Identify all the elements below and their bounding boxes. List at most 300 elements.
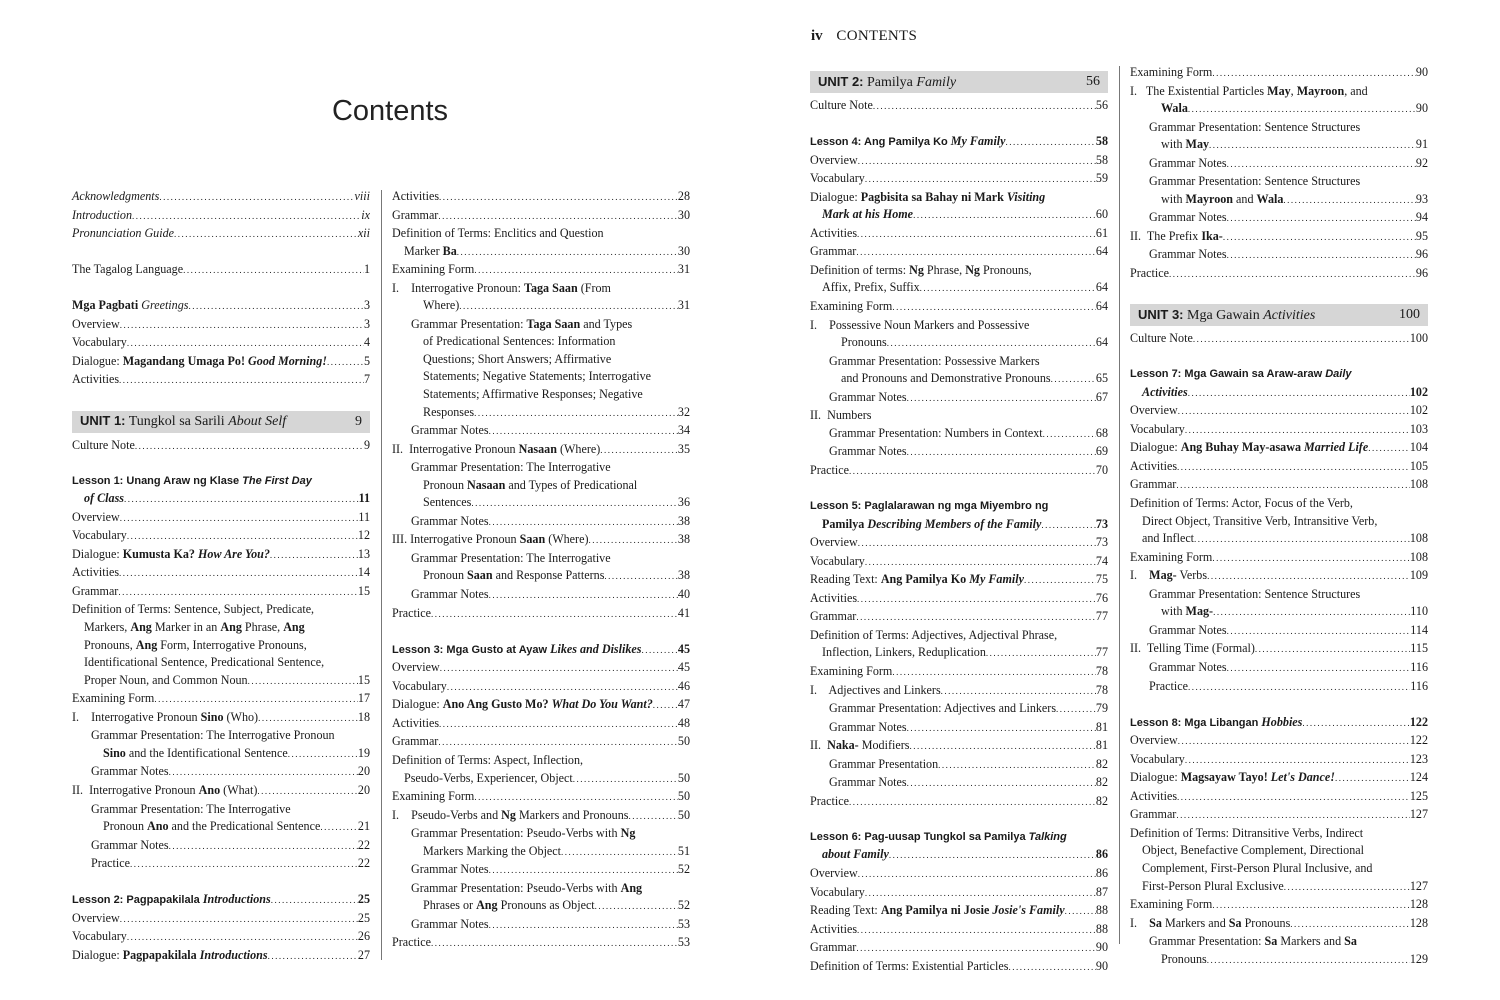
toc-entry-title: Culture Note [72,437,135,452]
toc-page-number: 115 [1410,641,1428,656]
toc-text-line: Statements; Negative Statements; Interrogative [423,369,652,384]
dot-leader [913,207,1096,225]
unit-name: Tungkol sa Sarili [125,414,229,430]
toc-entry-title: Overview [72,509,120,524]
toc-page-number: 46 [677,678,690,693]
unit-page-number: 56 [1086,74,1100,90]
toc-page-number: 64 [1095,280,1108,295]
toc-text-line: Grammar Presentation: Sentence Structures [1149,586,1361,601]
dot-leader [865,171,1096,189]
toc-text-line: Definition of terms: Ng Phrase, Ng Pronouns, [810,262,1032,277]
toc-entry-title: Grammar Notes [1149,155,1227,170]
dot-leader [849,794,1096,812]
toc-entry-title: with Mag- [1161,604,1214,619]
toc-entry-title: I. Adjectives and Linkers [810,682,941,697]
toc-page-number: 108 [1409,531,1428,546]
toc-text-line: Grammar Presentation: Sentence Structures [1149,174,1361,189]
toc-entry [810,902,1108,921]
toc-page-number: 82 [1095,775,1108,790]
toc-text-line: I. Interrogative Pronoun: Taga Saan (From [392,280,611,295]
toc-entry [392,788,690,807]
toc-page-number: 36 [677,495,690,510]
dot-leader [1227,623,1411,641]
toc-page-number: 81 [1095,719,1108,734]
toc-entry [810,865,1108,884]
toc-text-line: Definition of Terms: Aspect, Inflection, [392,752,584,767]
toc-text-line: Questions; Short Answers; Affirmative [423,351,612,366]
toc-entry [72,225,370,244]
dot-leader [248,673,358,691]
dot-leader [1043,426,1096,444]
toc-entry [72,261,370,280]
toc-entry [810,756,1108,775]
toc-entry-title: Pronoun Ano and the Predicational Sentence [103,819,321,834]
toc-entry [810,298,1108,317]
toc-page-number: 87 [1095,884,1108,899]
toc-page-number: 78 [1095,682,1108,697]
dot-leader [1188,385,1410,403]
toc-entry-title: Dialogue: Ang Buhay May-asawa Married Life [1130,440,1369,455]
toc-page-number: 90 [1415,65,1428,79]
section-gap [72,280,370,298]
toc-entry [1130,136,1428,155]
toc-entry [72,709,370,728]
toc-page-number: 30 [677,207,690,222]
toc-entry [810,243,1108,262]
dot-leader [127,929,358,947]
toc-entry-title: Overview [1130,403,1178,418]
dot-leader [1056,701,1096,719]
dot-leader [892,299,1096,317]
dot-leader [474,789,678,807]
toc-page-number: 14 [357,565,370,580]
toc-page-number: 73 [1095,535,1108,550]
toc-page-number: 41 [677,605,690,620]
toc-page-number: 38 [677,568,690,583]
toc-page-number: 3 [363,298,370,313]
unit-number: UNIT 2: [818,73,864,89]
toc-page-number: 82 [1095,793,1108,808]
toc-entry [72,782,370,801]
toc-entry [72,297,370,316]
toc-page-number: 30 [677,243,690,258]
toc-entry [72,334,370,353]
dot-leader [856,244,1096,262]
toc-entry [1130,439,1428,458]
toc-entry-title: Grammar Notes [829,444,907,459]
dot-leader [459,298,678,316]
dot-leader [573,771,678,789]
toc-entry-title: Vocabulary [810,553,865,568]
toc-entry-title: Pamilya Describing Members of the Family [822,516,1042,531]
toc-page-number: 128 [1409,915,1428,930]
toc-entry-title: Grammar Notes [1149,247,1227,262]
toc-text-line: Object, Benefactive Complement, Directional [1142,843,1364,858]
toc-entry [810,443,1108,462]
toc-text-line: Statements; Affirmative Responses; Negative [423,387,643,402]
toc-entry [1130,265,1428,284]
toc-entry-title: Examining Form [1130,549,1213,564]
toc-entry [810,608,1108,627]
dot-leader [447,679,678,697]
dot-leader [1169,266,1416,284]
dot-leader [489,862,678,880]
toc-entry [392,422,690,441]
toc-entry [1130,806,1428,825]
toc-entry-title: First-Person Plural Exclusive [1142,878,1284,893]
toc-column-2 [392,188,690,953]
toc-page-number: 108 [1409,477,1428,492]
toc-entry [1130,209,1428,228]
dot-leader [169,838,358,856]
toc-entry [1130,769,1428,788]
toc-page-number: 86 [1095,865,1108,880]
toc-text-line: Grammar Presentation: Pseudo-Verbs with Ng [411,826,636,841]
toc-page-number: 105 [1409,458,1428,473]
dot-leader [169,764,358,782]
toc-entry-title: Grammar Notes [829,719,907,734]
dot-leader [595,898,678,916]
dot-leader [271,892,358,910]
toc-page-number: 18 [357,709,370,724]
dot-leader [856,940,1096,958]
toc-entry-title: Acknowledgments [72,189,160,203]
lesson-heading: Lesson 1: Unang Araw ng Klase The First Day [72,474,312,487]
toc-entry-title: Grammar Notes [411,513,489,528]
toc-entry-title: Examining Form [392,789,475,804]
toc-entry [1130,915,1428,934]
toc-page-number: 17 [357,691,370,706]
toc-page-number: 127 [1409,807,1428,822]
toc-text-line: Definition of Terms: Sentence, Subject, Predicate, [72,602,315,617]
toc-text-line: Grammar Presentation: The Interrogative [91,801,291,816]
toc-entry-title: Grammar [1130,477,1177,492]
toc-entry [72,818,370,837]
toc-page-number: 15 [357,583,370,598]
toc-entry-title: Grammar [1130,807,1177,822]
toc-page-number: 92 [1415,155,1428,170]
toc-page-number: 53 [677,935,690,950]
toc-page-number: 88 [1095,903,1108,918]
dot-leader [440,660,678,678]
dot-leader [1024,572,1096,590]
dot-leader [489,917,678,935]
toc-page-number: 21 [357,819,370,834]
dot-leader [1207,568,1410,586]
toc-entry [1130,732,1428,751]
toc-entry-title: Responses [423,404,475,419]
toc-page-number: 1 [363,262,370,277]
toc-page-number: 5 [363,353,370,368]
dot-leader [1193,331,1410,349]
toc-page-number: 58 [1095,152,1108,167]
toc-entry-title: Mark at his Home [822,207,914,222]
dot-leader [909,738,1095,756]
dot-leader [135,438,364,456]
section-gap [810,480,1108,498]
toc-entry-title: Examining Form [810,299,893,314]
toc-entry [392,297,690,316]
toc-page-number: 102 [1409,403,1428,418]
toc-text-line: Pronoun Nasaan and Types of Predicational [423,477,638,492]
toc-entry [392,934,690,953]
toc-entry [72,527,370,546]
toc-entry-title: Grammar Notes [411,587,489,602]
toc-page-number: 94 [1415,210,1428,225]
toc-entry [810,939,1108,958]
toc-page-number: 69 [1095,444,1108,459]
dot-leader [865,885,1096,903]
toc-entry [72,188,370,207]
toc-page-number: 129 [1409,951,1428,966]
toc-page-number: 93 [1415,191,1428,206]
toc-text-line: Markers, Ang Marker in an Ang Phrase, Ang [84,620,305,635]
dot-leader [288,746,358,764]
toc-entry [1130,384,1428,403]
toc-page-number: 65 [1095,371,1108,386]
toc-entry-title: Examining Form [810,663,893,678]
toc-entry [392,441,690,460]
toc-entry-title: Lesson 3: Mga Gusto at Ayaw Likes and Dislikes [392,641,642,656]
toc-page-number: 20 [357,764,370,779]
toc-page-number: 61 [1095,225,1108,240]
toc-entry-title: Lesson 4: Ang Pamilya Ko My Family [810,134,1006,149]
toc-entry-title: Overview [72,316,120,331]
unit-number: UNIT 1: [80,413,126,429]
dot-leader [1335,770,1410,788]
toc-page-number: 3 [363,316,370,331]
toc-entry-title: Activities [1130,788,1178,803]
toc-entry [1130,530,1428,549]
toc-entry [1130,100,1428,119]
toc-entry [392,916,690,935]
toc-entry-title: Activities [72,565,120,580]
dot-leader [865,554,1096,572]
dot-leader [1207,952,1410,970]
toc-entry [810,279,1108,298]
toc-text-line: I. The Existential Particles May, Mayroon, and [1130,83,1368,98]
toc-entry-title: Grammar [392,207,439,222]
toc-page-number: 27 [357,947,370,962]
dot-leader [941,683,1096,701]
toc-page-number: 12 [357,528,370,543]
toc-page-number: 26 [357,929,370,944]
toc-entry-title: Grammar Notes [91,837,169,852]
toc-entry [392,261,690,280]
unit-title [818,73,956,92]
lesson-heading: Lesson 5: Paglalarawan ng mga Miyembro ng [810,500,1049,513]
section-gap [72,874,370,892]
section-gap [72,455,370,473]
page-number: iv [811,28,823,44]
toc-entry-title: Vocabulary [72,335,127,350]
toc-page-number: 45 [677,660,690,675]
dot-leader [174,226,358,244]
toc-page-number: 31 [677,262,690,277]
toc-entry-title: Activities [810,590,858,605]
dot-leader [1227,247,1416,265]
toc-text-line: Grammar Presentation: The Interrogative [411,460,611,475]
toc-text-line: I. Possessive Noun Markers and Possessive [810,317,1030,332]
toc-page-number: 86 [1095,847,1108,862]
toc-page-number: 124 [1409,770,1428,785]
dot-leader [1302,715,1409,733]
toc-page-number: viii [354,189,370,203]
toc-entry-title: Inflection, Linkers, Reduplication [822,645,986,660]
toc-entry [72,672,370,691]
dot-leader [1178,733,1410,751]
dot-leader [119,565,358,583]
dot-leader [183,262,364,280]
toc-entry [1130,330,1428,349]
dot-leader [124,491,359,509]
toc-page-number: 50 [677,807,690,822]
toc-entry [1130,549,1428,568]
toc-entry-title: Grammar Notes [1149,659,1227,674]
toc-entry-title: II. Naka- Modifiers [810,738,910,753]
dot-leader [154,691,358,709]
toc-entry [810,846,1108,865]
toc-entry [810,389,1108,408]
toc-entry [1130,951,1428,970]
toc-entry [1130,476,1428,495]
toc-entry [1130,659,1428,678]
toc-entry [392,243,690,262]
toc-page-number: 50 [677,734,690,749]
toc-page-number: 114 [1410,622,1428,637]
toc-entry-title: Dialogue: Pagpapakilala Introductions [72,947,268,962]
toc-entry [1130,878,1428,897]
section-gap [1130,349,1428,367]
toc-entry-title: Markers Marking the Object [423,843,562,858]
toc-entry [72,371,370,390]
toc-entry-title: Vocabulary [1130,751,1185,766]
toc-text-line: Pronouns, Ang Form, Interrogative Pronouns, [84,637,307,652]
unit-name-english: About Self [228,414,287,430]
toc-page-number: 50 [677,789,690,804]
unit-number: UNIT 3: [1138,306,1184,322]
toc-entry-title: with Mayroon and Wala [1161,191,1284,206]
toc-page-number: 110 [1410,604,1428,619]
toc-page-number: 38 [677,532,690,547]
toc-page-number: 68 [1095,425,1108,440]
running-head [811,28,917,45]
toc-entry-title: Dialogue: Magandang Umaga Po! Good Morning! [72,353,328,368]
toc-entry [72,509,370,528]
section-gap [72,390,370,408]
toc-entry [1130,678,1428,697]
dot-leader [1185,752,1410,770]
toc-page-number: 22 [357,837,370,852]
toc-entry [72,564,370,583]
dot-leader [892,664,1096,682]
toc-page-number: 52 [677,898,690,913]
toc-entry-title: Practice [810,793,849,808]
toc-entry [72,353,370,372]
dot-leader [1227,156,1416,174]
dot-leader [1176,477,1410,495]
dot-leader [889,847,1096,865]
toc-entry [810,206,1108,225]
toc-entry-title: The Tagalog Language [72,262,184,277]
dot-leader [1212,897,1410,915]
dot-leader [907,720,1096,738]
toc-entry-title: I. Interrogative Pronoun Sino (Who) [72,709,259,724]
unit-heading [810,71,1108,93]
toc-entry [72,207,370,226]
toc-entry [72,745,370,764]
toc-entry-title: Activities [810,921,858,936]
toc-entry [72,910,370,929]
dot-leader [1223,229,1416,247]
toc-entry-title: Vocabulary [72,929,127,944]
dot-leader [1209,137,1416,155]
toc-entry [810,774,1108,793]
toc-entry [1130,622,1428,641]
toc-entry-title: Culture Note [1130,331,1193,346]
toc-entry-title: Grammar Notes [91,764,169,779]
toc-entry [72,855,370,874]
toc-entry-title: and Inflect [1142,531,1195,546]
toc-entry [72,490,370,509]
toc-entry [810,334,1108,353]
toc-entry-title: Sino and the Identificational Sentence [103,745,288,760]
dot-leader [438,734,678,752]
toc-page-number: 40 [677,587,690,602]
dot-leader [561,844,678,862]
toc-entry-title: I. Mag- Verbs [1130,568,1208,583]
toc-entry-title: Grammar [810,940,857,955]
toc-entry-title: Grammar [392,734,439,749]
toc-entry-title: Dialogue: Ano Ang Gusto Mo? What Do You Want? [392,697,653,712]
toc-entry-title: Activities [392,189,440,203]
toc-entry-title: Examining Form [1130,65,1213,79]
toc-page-number: 104 [1409,440,1428,455]
toc-entry-title: of Class [84,491,124,506]
toc-entry-title: Activities [72,372,120,387]
toc-entry-title: III. Interrogative Pronoun Saan (Where) [392,532,589,547]
dot-leader [188,298,363,316]
toc-entry [810,534,1108,553]
lesson-heading: Lesson 6: Pag-uusap Tungkol sa Pamilya Talking [810,830,1067,843]
toc-page-number: 9 [363,437,370,452]
dot-leader [258,710,358,728]
toc-entry-title: Practice [810,462,849,477]
toc-page-number: 15 [357,672,370,687]
toc-entry-title: II. Interrogative Pronoun Nasaan (Where) [392,441,601,456]
toc-entry-title: about Family [822,847,889,862]
toc-entry-title: Pseudo-Verbs, Experiencer, Object [404,770,573,785]
toc-entry-title: Where) [423,298,460,313]
section-gap [72,244,370,262]
toc-text-line: Grammar Presentation: Sentence Structures [1149,119,1361,134]
toc-text-line: Identificational Sentence, Predicational Sentence, [84,655,325,670]
dot-leader [1008,959,1095,977]
dot-leader [127,335,364,353]
dot-leader [1188,679,1410,697]
toc-page-number: 45 [677,641,690,656]
toc-entry [810,737,1108,756]
toc-page-number: 53 [677,916,690,931]
toc-page-number: 116 [1410,678,1428,693]
toc-entry-title: Grammar Notes [829,775,907,790]
toc-entry [810,553,1108,572]
toc-page-number: 22 [357,856,370,871]
toc-entry [810,958,1108,977]
toc-entry [810,133,1108,152]
toc-page-number: 103 [1409,421,1428,436]
toc-entry-title: Overview [392,660,440,675]
